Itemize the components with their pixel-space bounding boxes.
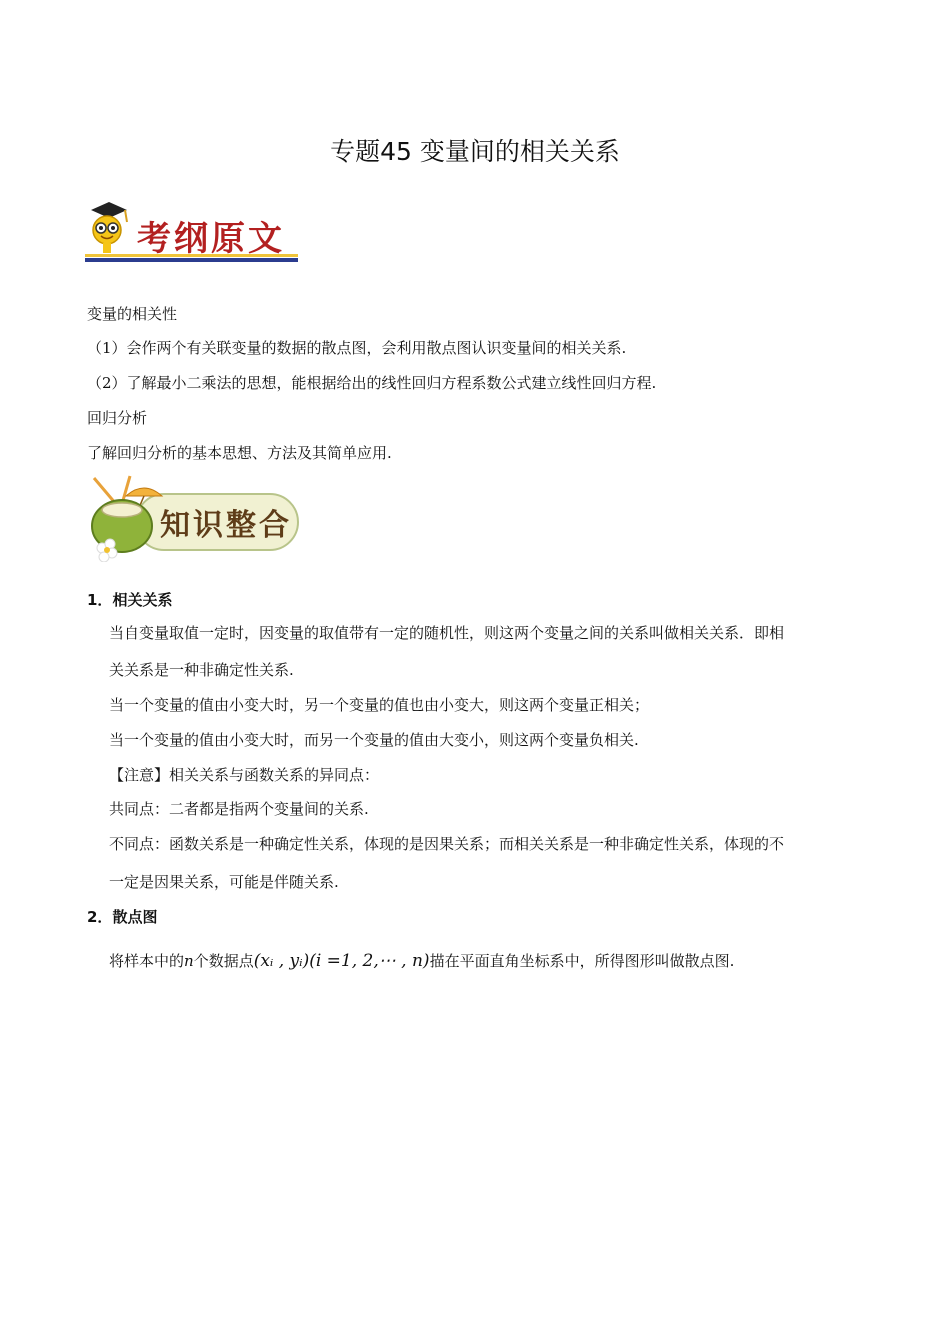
- section-2-text-pre: 将样本中的: [109, 952, 185, 970]
- coconut-drink-icon: [86, 474, 304, 562]
- page-title: 专题45 变量间的相关关系: [330, 137, 620, 166]
- syllabus-item-1: （1）会作两个有关联变量的数据的散点图，会利用散点图认识变量间的相关关系.: [87, 339, 627, 357]
- variable-n: n: [184, 952, 194, 970]
- knowledge-banner: [86, 474, 304, 562]
- section-1-number: 1．: [87, 591, 113, 609]
- section-1-line-4: 当一个变量的值由小变大时，而另一个变量的值由大变小，则这两个变量负相关.: [109, 731, 639, 749]
- section-1-line-2: 关关系是一种非确定性关系.: [109, 661, 294, 679]
- section-2-heading: [87, 906, 157, 927]
- syllabus-heading-regression: 回归分析: [87, 409, 148, 427]
- section-2-line-1: [109, 950, 734, 972]
- syllabus-banner: [85, 196, 300, 266]
- section-1-note: 【注意】相关关系与函数关系的异同点：: [109, 766, 380, 784]
- scholar-mascot-icon: [85, 196, 300, 266]
- section-2-title: 散点图: [112, 908, 158, 926]
- section-2-text-mid: 个数据点: [193, 952, 254, 970]
- syllabus-banner-label: 考纲原文: [137, 219, 285, 259]
- section-1-line-3: 当一个变量的值由小变大时，另一个变量的值也由小变大，则这两个变量正相关；: [109, 696, 650, 714]
- section-1-line-6: 共同点：二者都是指两个变量间的关系.: [109, 800, 369, 818]
- data-point-formula: (xᵢ , yᵢ)(i =1, 2,⋯ , n): [253, 951, 430, 971]
- section-1-line-1: 当自变量取值一定时，因变量的取值带有一定的随机性，则这两个变量之间的关系叫做相关关系．即相: [109, 624, 785, 642]
- syllabus-heading-correlation: 变量的相关性: [87, 305, 178, 323]
- section-2-number: 2．: [87, 908, 113, 926]
- section-1-line-7: 不同点：函数关系是一种确定性关系，体现的是因果关系；而相关关系是一种非确定性关系，体现的不: [109, 835, 785, 853]
- syllabus-item-2: （2）了解最小二乘法的思想，能根据给出的线性回归方程系数公式建立线性回归方程.: [87, 374, 657, 392]
- section-1-line-8: 一定是因果关系，可能是伴随关系.: [109, 873, 339, 891]
- section-1-heading: [87, 589, 172, 610]
- syllabus-item-3: 了解回归分析的基本思想、方法及其简单应用.: [87, 444, 392, 462]
- section-1-title: 相关关系: [112, 591, 173, 609]
- knowledge-banner-label: 知识整合: [160, 508, 292, 543]
- section-2-text-post: 描在平面直角坐标系中，所得图形叫做散点图.: [429, 952, 735, 970]
